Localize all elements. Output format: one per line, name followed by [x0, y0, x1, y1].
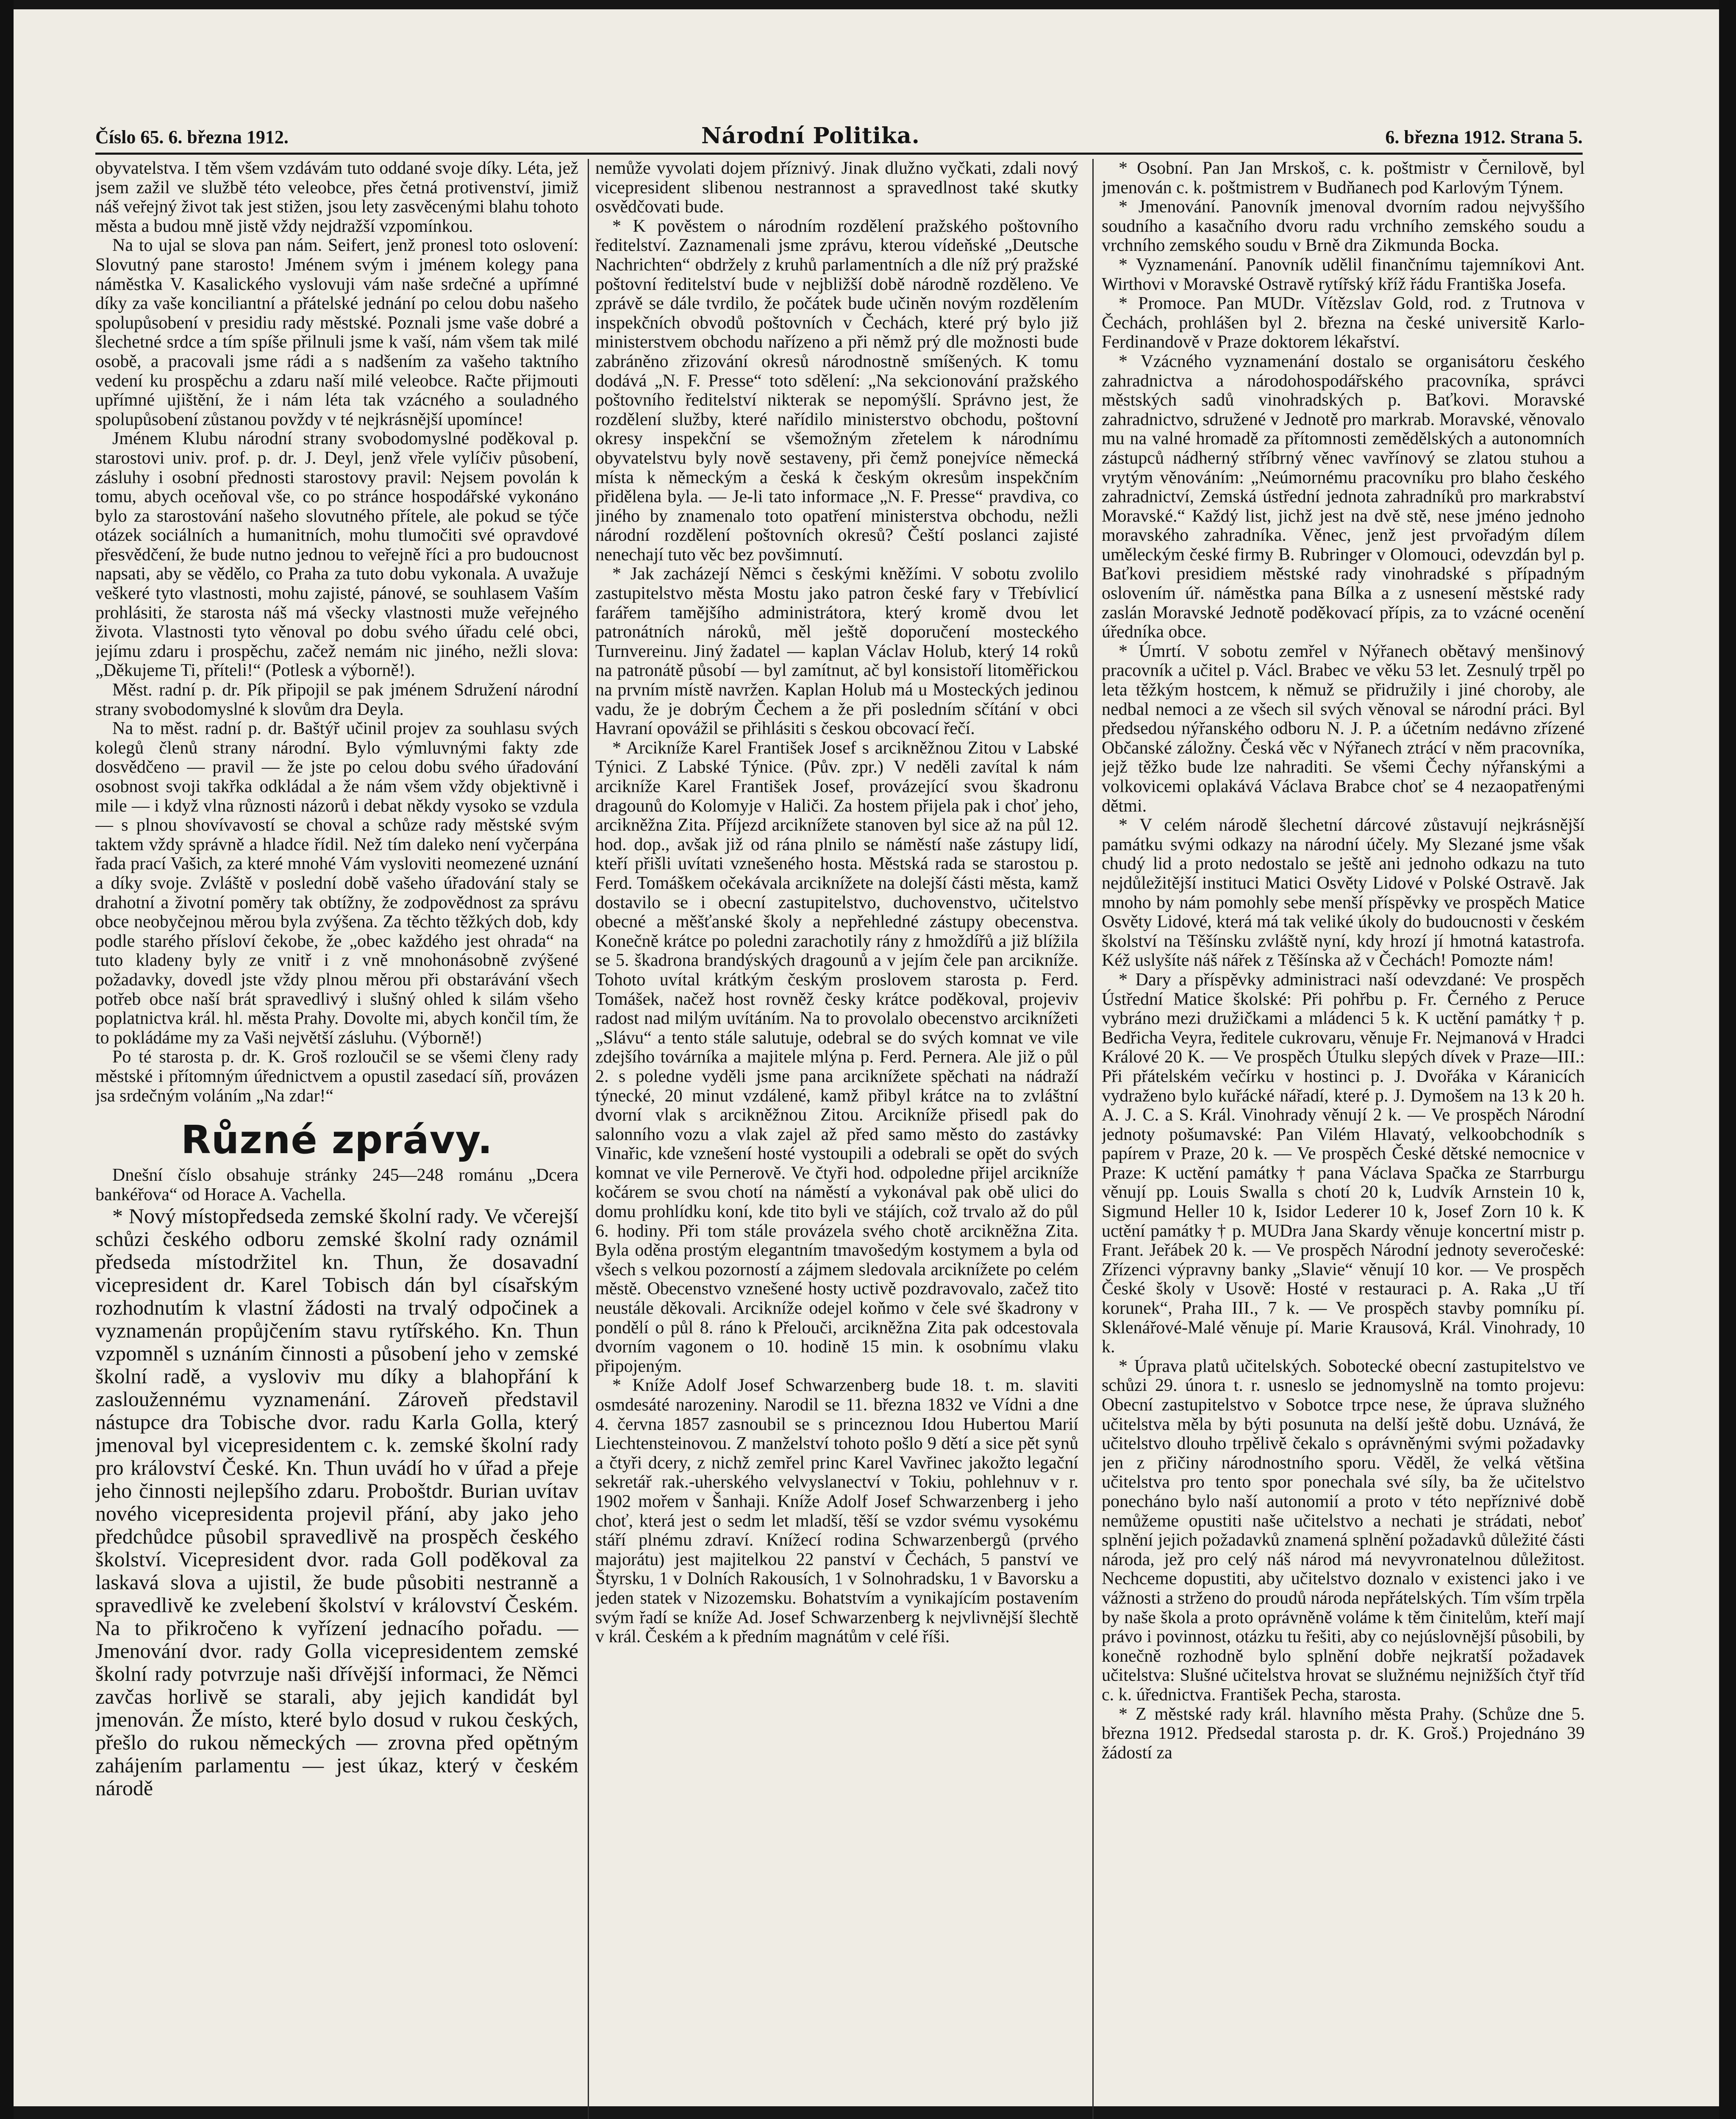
column-divider [588, 159, 589, 2119]
news-item: * Osobní. Pan Jan Mrskoš, c. k. poštmistr v Černilově, byl jmenován c. k. poštmistrem v Budňanech pod Karlovým Týnem. [1102, 159, 1585, 197]
news-item: * K pověstem o národním rozdělení pražského poštovního ředitelství. Zaznamenali jsme zprávu, kterou vídeňské „Deutsche Nachrichten“ obdržely z kruhů parlamentních a dle níž prý pražské poštovní ředitelství bude v nejbližší době národně rozděleno. Ve zprávě se dále tvrdilo, že počátek bude učiněn novým rozdělením inspekčních obvodů poštovních v Čechách, které prý bylo již ministerstvem obchodu nařízeno a při němž prý dle možnosti bude zabráněno zřizování okresů národnostně smíšených. K tomu dodává „N. F. Presse“ toto sdělení: „Na sekcionování pražského poštovního ředitelství nikterak se nepomýšlí. Správno jest, že rozdělení služby, které nařídilo ministerstvo obchodu, poštovní okresy inspekční se všemožným zřetelem k národnímu obyvatelstvu byly nově sestaveny, při čemž ponejvíce německá místa k německým a česká k českým okresům inspekčním přidělena byla. — Je-li tato informace „N. F. Presse“ pravdiva, co jiného by znamenalo toto opatření ministerstva obchodu, nežli národní rozdělení poštovních okresů? Čeští poslanci zajisté nenechají tuto věc bez povšimnutí. [595, 216, 1078, 565]
column-divider [1092, 159, 1094, 2119]
paragraph: Po té starosta p. dr. K. Groš rozloučil se se všemi členy rady městské i přítomným úřednictvem a opustil zasedací síň, provázen jsa srdečným voláním „Na zdar!“ [95, 1047, 578, 1106]
news-item: * Kníže Adolf Josef Schwarzenberg bude 18. t. m. slaviti osmdesáté narozeniny. Narodil se 11. března 1832 ve Vídni a dne 4. června 1857 zasnoubil se s princeznou Idou Hubertou Marií Liechtensteinovou. Z manželství tohoto pošlo 9 dětí a sice pět synů a čtyři dcery, z nichž zemřel princ Karel Vavřinec jakožto legační sekretář rak.-uherského velvyslanectví v Tokiu, pohlehnuv v r. 1902 mořem v Šanhaji. Kníže Adolf Josef Schwarzenberg i jeho choť, která jest o sedm let mladší, těší se vzdor svému vysokému stáří plnému zdraví. Knížecí rodina Schwarzenbergů (prvého majorátu) jest majitelkou 22 panství v Čechách, 5 panství ve Štyrsku, 1 v Dolních Rakousích, 1 v Solnohradsku, 1 v Bavorsku a jeden statek v Nizozemsku. Bohatstvím a vynikajícím postavením svým řadí se kníže Ad. Josef Schwarzenberg k nejvlivnější šlechtě v král. Českém a k předním magnátům v celé říši. [595, 1376, 1078, 1647]
news-item: * Dary a příspěvky administraci naší odevzdané: Ve prospěch Ústřední Matice školské: Při pohřbu p. Fr. Černého z Peruce vybráno mezi družičkami a mládenci 5 k. K uctění památky † p. Bedřicha Veyra, ředitele cukrovaru, věnuje Fr. Nejmanová v Hradci Králové 20 K. — Ve prospěch Útulku slepých dívek v Praze—III.: Při přátelském večírku v hostinci p. J. Dvořáka v Káranicích vydraženo bylo kuřácké nářadí, které p. J. Dymošem na 13 k 20 h. A. J. C. a S. Král. Vinohrady věnují 2 k. — Ve prospěch Národní jednoty pošumavské: Pan Vilém Hlavatý, velkoobchodník s papírem v Praze, 20 k. — Ve prospěch České dětské nemocnice v Praze: K uctění památky † pana Václava Spačka ze Starrburgu věnují pp. Louis Swalla s chotí 20 k, Ludvík Arnstein 10 k, Sigmund Heller 10 k, Isidor Lederer 10 k, Josef Zorn 10 k. K uctění památky † p. MUDra Jana Skardy věnuje koncertní mistr p. Frant. Jeřábek 20 k. — Ve prospěch Národní jednoty severočeské: Zřízenci výpravny banky „Slavie“ věnují 10 kor. — Ve prospěch České školy v Usově: Hosté v restauraci p. A. Raka „U tří korunek“, Praha III., 7 k. — Ve prospěch stavby pomníku pí. Sklenářové-Malé věnuje pí. Marie Krausová, Král. Vinohrady, 10 k. [1102, 970, 1585, 1357]
news-item: * V celém národě šlechetní dárcové zůstavují nejkrásnější památku svými odkazy na národní účely. My Slezané jsme však chudý lid a proto nedostalo se ještě ani jednoho odkazu na tuto nejdůležitější instituci Matici Osvěty Lidové v Polské Ostravě. Jak mnoho by nám pomohly sebe menší příspěvky ve prospěch Matice Osvěty Lidové, která má tak veliké úkoly do budoucnosti v českém školství na Těšínsku zvláště nyní, kdy hrozí jí hmotná katastrofa. Kéž uslyšíte náš nářek z Těšínska až v Čechách! Pomozte nám! [1102, 815, 1585, 971]
news-item: * Jak zacházejí Němci s českými kněžími. V sobotu zvolilo zastupitelstvo města Mostu jako patron české fary v Třebívlicí farářem tamějšího administrátora, který kromě dvou let patronátních nároků, měl ještě doporučení mosteckého Turnvereinu. Jiný žadatel — kaplan Václav Holub, který 14 roků na patronátě působí — byl zamítnut, ač byl konsistoří litoměřickou na prvním místě navržen. Kaplan Holub má u Mosteckých jedinou vadu, že je dobrým Čechem a že při posledním sčítání v obci Havraní opovážil se přihlásiti s českou obcovací řečí. [595, 564, 1078, 739]
news-item: * Úprava platů učitelských. Sobotecké obecní zastupitelstvo ve schůzi 29. února t. r. usneslo se jednomyslně na tomto projevu: Obecní zastupitelstvo v Sobotce trpce nese, že úprava služného učitelstva měla by býti posunuta na delší ještě dobu. Uznává, že učitelstvo dlouho trpělivě čekalo s oprávněnými svými požadavky jen z přičiny národnostního sporu. Věděl, že velká většina učitelstva pro tento spor ponechala své síly, ba že učitelstvo ponecháno bylo naší autonomií a proto v této nepříznivé době nemůžeme opustiti naše učitelstvo a nechati je strádati, neboť splnění jejich požadavků znamená splnění požadavků důležité části národa, jež pro celý náš národ má nevyvronatelnou důležitost. Nechceme dopustiti, aby učitelstvo doznalo v existenci jako i ve vážnosti a strženo do proudů národa nepřátelských. Tím vším trpěla by naše škola a proto oprávněně voláme k těm činitelům, kteří mají právo i povinnost, otázku tu řešiti, aby co nejúslovnější působili, by konečně rozhodně bylo splnění dobře nejkratší požadavek učitelstva: Slušné učitelstva hrovat se služnému nejnižších čtyř tříd c. k. úřednictva. František Pecha, starosta. [1102, 1356, 1585, 1705]
news-item: * Z městské rady král. hlavního města Prahy. (Schůze dne 5. března 1912. Předsedal starosta p. dr. K. Groš.) Projednáno 39 žádostí za [1102, 1704, 1585, 1763]
paragraph: obyvatelstva. I těm všem vzdávám tuto oddané svoje díky. Léta, jež jsem zažil ve službě této veleobce, přes četná protivenství, jimiž náš veřejný život tak jest stižen, jsou lety zasvěcenými blahu tohoto města a budou mně jistě vždy nejdražší vzpomínkou. [95, 159, 578, 236]
news-item: * Vzácného vyznamenání dostalo se organisátoru českého zahradnictva a národohospodářského pracovníka, správci městských sadů vinohradských p. Baťkovi. Moravské zahradnictvo, sdružené v Jednotě pro markrab. Moravské, věnovalo mu na valné hromadě za přítomnosti zemědělských a autonomních zástupců nádherný stříbrný věnec vavřínový se zlatou stuhou a vrytým věnováním: „Neúmornému pracovníku pro blaho českého zahradnictví, Zemská ústřední jednota zahradníků pro markrabství Moravské.“ Každý list, jichž jest na dvě stě, nese jméno jednoho moravského zahradníka. Věnec, jenž jest prvořadým dílem uměleckým české firmy B. Rubringer v Olomouci, odevzdán byl p. Baťkovi presidiem městské rady vinohradské s případným oslovením úř. náměstka pana Bílka a z usnesení městské rady zaslán Moravské Jednotě poděkovací přípis, za to vzácné ocenění úředníka obce. [1102, 351, 1585, 642]
news-item: * Nový místopředseda zemské školní rady. Ve včerejší schůzi českého odboru zemské školní rady oznámil předseda místodržitel kn. Thun, že dosavadní vicepresident dr. Karel Tobisch dán byl císařským rozhodnutím k vlastní žádosti na trvalý odpočinek a vyznamenán propůjčením stavu rytířského. Kn. Thun vzpomněl s uznáním činnosti a působení jeho v zemské školní radě, a vysloviv mu díky a blahopřání k zasloužennému vyznamenání. Zároveň představil nástupce dra Tobische dvor. radu Karla Golla, který jmenoval byl vicepresidentem c. k. zemské školní rady pro království České. Kn. Thun uvádí ho v úřad a přeje jeho činnosti nejlepšího zdaru. Proboštdr. Burian uvítav nového vicepresidenta projevil přání, aby jako jeho předchůdce působil spravedlivě na prospěch českého školství. Vicepresident dvor. rada Goll poděkoval za laskavá slova a ujistil, že bude působiti nestranně a spravedlivě ke zvelebení školství v království Českém. Na to přikročeno k vyřízení jednacího pořadu. — Jmenování dvor. rady Golla vicepresidentem zemské školní rady potvrzuje naši dřívější informaci, že Němci zavčas horlivě se starali, aby jejich kandidát byl jmenován. Že místo, které bylo dosud v rukou českých, přešlo do rukou německých — zrovna před opětným zahájením parlamentu — jest úkaz, který v českém národě [95, 1204, 578, 1800]
news-item: * Promoce. Pan MUDr. Vítězslav Gold, rod. z Trutnova v Čechách, prohlášen byl 2. března na české universitě Karlo-Ferdinandově v Praze doktorem lékařství. [1102, 294, 1585, 352]
paragraph: nemůže vyvolati dojem příznivý. Jinak dlužno vyčkati, zdali nový vicepresident slibenou nestrannost a spravedlnost také skutky osvědčovati bude. [595, 159, 1078, 217]
paragraph: Jménem Klubu národní strany svobodomyslné poděkoval p. starostovi univ. prof. p. dr. J. Deyl, jenž vřele vylíčiv působení, zásluhy i osobní přednosti starostovy pravil: Nejsem povolán k tomu, abych oceňoval vše, co po stránce hospodářské vykonáno bylo za starostování našeho slovutného přítele, ale pokud se týče otázek sociálních a humanitních, mohu tlumočiti své opravdové přesvědčení, že bude nutno jednou to veřejně říci a pro budoucnost napsati, aby se vědělo, co Praha za tuto dobu vykonala. A uvažuje veškeré tyto vlastnosti, mohu zajisté, pánové, se souhlasem Vaším prohlásiti, že starosta náš má všecky vlastnosti muže veřejného života. Vlastnosti tyto věnoval po dobu svého úřadu celé obci, jejímu zdaru i prospěchu, začež nemám nic jiného, nežli slova: „Děkujeme Ti, příteli!“ (Potlesk a výborně!). [95, 429, 578, 681]
scan-border-right [1719, 0, 1736, 2119]
news-item: * Arcikníže Karel František Josef s arcikněžnou Zitou v Labské Týnici. Z Labské Týnice. (Pův. zpr.) V neděli zavítal k nám arcikníže Karel František Josef, provázející svou škadronu dragounů do Kolomyje v Haliči. Za hostem přijela pak i choť jeho, arcikněžna Zita. Příjezd arciknížete stanoven byl sice až na půl 12. hod. dop., avšak již od rána plnilo se náměstí naše zástupy lidí, kteří přišli uvítati vznešeného hosta. Městská rada se starostou p. Ferd. Tomáškem očekávala arciknížete na dolejší části města, kamž dostavilo se i obecní zastupitelstvo, duchovenstvo, učitelstvo obecné a měšťanské školy a nepřehledné zástupy obecenstva. Konečně krátce po poledni zarachotily rány z hmoždířů a již blížila se 5. škadrona brandýských dragounů a v jejím čele pan arcikníže. Tohoto uvítal krátkým českým proslovem starosta p. Ferd. Tomášek, načež host rovněž česky krátce poděkoval, projeviv radost nad milým uvítáním. Na to provolalo obecenstvo arciknížeti „Slávu“ a tento stále salutuje, odebral se do svých komnat ve vile zdejšího továrníka a majitele mlýna p. Ferd. Pernera. Ale již o půl 2. s poledne vyděli jsme pana arciknížete spěchati na nádraží týnecké, 20 minut vzdálené, kamž přibyl krátce na to zvláštní dvorní vlak s arcikněžnou Zitou. Arcikníže přisedl pak do salonního vozu a vlak zajel až před samo město do zastávky Vinařic, kde vznešení hosté vystoupili a odebrali se opět do svých komnat ve vile Pernerově. Ve čtyři hod. odpoledne přijel arcikníže kočárem se svou chotí na náměstí a vykonával pak obě ulici do domu prohlídku koní, kde tito byli ve stájích, což trvalo až do půl 6. hodiny. Při tom stále provázela svého chotě arcikněžna Zita. Byla oděna prostým elegantním tmavošedým kostymem a byla od všech s velkou pozorností a zájmem sledovala arciknížete po celém městě. Obecenstvo vznešené hosty uctivě pozdravovalo, začež tito neustále děkovali. Arcikníže odejel koňmo v čele své škadrony v pondělí o půl 8. ráno k Přelouči, arcikněžna Zita pak odcestovala dvorním vagonem o 10. hodině 15 min. k osobnímu vlaku připojeným. [595, 738, 1078, 1376]
scan-border-left [0, 0, 14, 2119]
column-2 [595, 159, 1078, 2119]
section-heading: Různé zprávy. [181, 1117, 493, 1163]
section-intro: Dnešní číslo obsahuje stránky 245—248 románu „Dcera bankéřova“ od Horace A. Vachella. [95, 1165, 578, 1204]
scan-border-top [0, 0, 1736, 9]
column-3 [1102, 159, 1585, 2119]
page-number: 6. března 1912. Strana 5. [1385, 127, 1583, 147]
news-item: * Jmenování. Panovník jmenoval dvorním radou nejvyššího soudního a kasačního dvoru radu vrchního zemského soudu a vrchního zemského soudu v Brně dra Zikmunda Bocka. [1102, 197, 1585, 256]
paragraph: Měst. radní p. dr. Pík připojil se pak jménem Sdružení národní strany svobodomyslné k slovům dra Deyla. [95, 680, 578, 719]
column-1 [95, 159, 578, 2119]
masthead-title: Národní Politika. [701, 123, 920, 149]
header-rule [95, 153, 1583, 155]
news-item: * Vyznamenání. Panovník udělil finančnímu tajemníkovi Ant. Wirthovi v Moravské Ostravě rytířský kříž řádu Františka Josefa. [1102, 255, 1585, 294]
page-header [95, 123, 1583, 153]
paragraph: Na to měst. radní p. dr. Baštýř učinil projev za souhlasu svých kolegů členů strany národní. Bylo výmluvnými fakty zde dosvědčeno — pravil — že jste po celou dobu svého úřadování osobnost svoji takřka odkládal a že nám všem vždy objektivně i mile — i když vlna různosti názorů i debat někdy vysoko se vzdula — s plnou shovívavostí se choval a schůze rady městské svým taktem vždy správně a hladce řídil. Než tím daleko není vyčerpána řada prací Vašich, za které mnohé Vám vysloviti neomezené uznání a díky svoje. Zvláště v poslední době vašeho úřadování staly se drahotní a životní poměry tak obtížny, že zodpovědnost za správu obce neobyčejnou měrou byla zvýšena. Za těchto těžkých dob, kdy podle starého přísloví čekobe, že „obec každého jest ohrada“ na tuto kladeny byly ze vnitř i z vně mnohonásobně zvýšené požadavky, dovedl jste vždy plnou měrou při obstarávání všech potřeb obce naší brát spravedlivý i slušný ohled k silám všeho poplatnictva král. hl. města Prahy. Dovolte mi, abych končil tím, že to pokládáme my za Vaši největší zásluhu. (Výborně!) [95, 719, 578, 1048]
paragraph: Na to ujal se slova pan nám. Seifert, jenž pronesl toto oslovení: Slovutný pane starosto! Jménem svým i jménem kolegy pana náměstka V. Kasalického vyslovuji vám naše srdečné a upřímné díky za vaše konciliantní a přátelské jednání po celou dobu našeho spolupůsobení v presidiu rady městské. Poznali jsme vaše dobré a šlechetné srdce a tím spíše přilnuli jsme k vaší, nám všem tak milé osobě, a pracovali jsme rádi a s nadšením za vašeho taktního vedení ku prospěchu a zdaru naší milé veleobce. Račte přijmouti upřímné ujištění, že i nám léta tak vzácného a souladného spolupůsobení zůstanou povždy v té nejkrásnější upomínce! [95, 236, 578, 429]
news-item: * Úmrtí. V sobotu zemřel v Nýřanech obětavý menšinový pracovník a učitel p. Václ. Brabec ve věku 53 let. Zesnulý trpěl po leta těžkým hostcem, k němuž se přidružily i jiné choroby, ale nedbal nemoci a ze všech sil svých věnoval se národní práci. Byl předsedou nýřanského odboru N. J. P. a účetním nedávno zřízené Občanské záložny. Česká věc v Nýřanech ztrácí v něm pracovníka, jejž těžko bude lze nahraditi. Se všemi Čechy nýřanskými a volkovicemi oplakává Václava Brabce choť se 4 nezaopatřenými dětmi. [1102, 641, 1585, 816]
issue-date: Číslo 65. 6. března 1912. [95, 127, 289, 147]
